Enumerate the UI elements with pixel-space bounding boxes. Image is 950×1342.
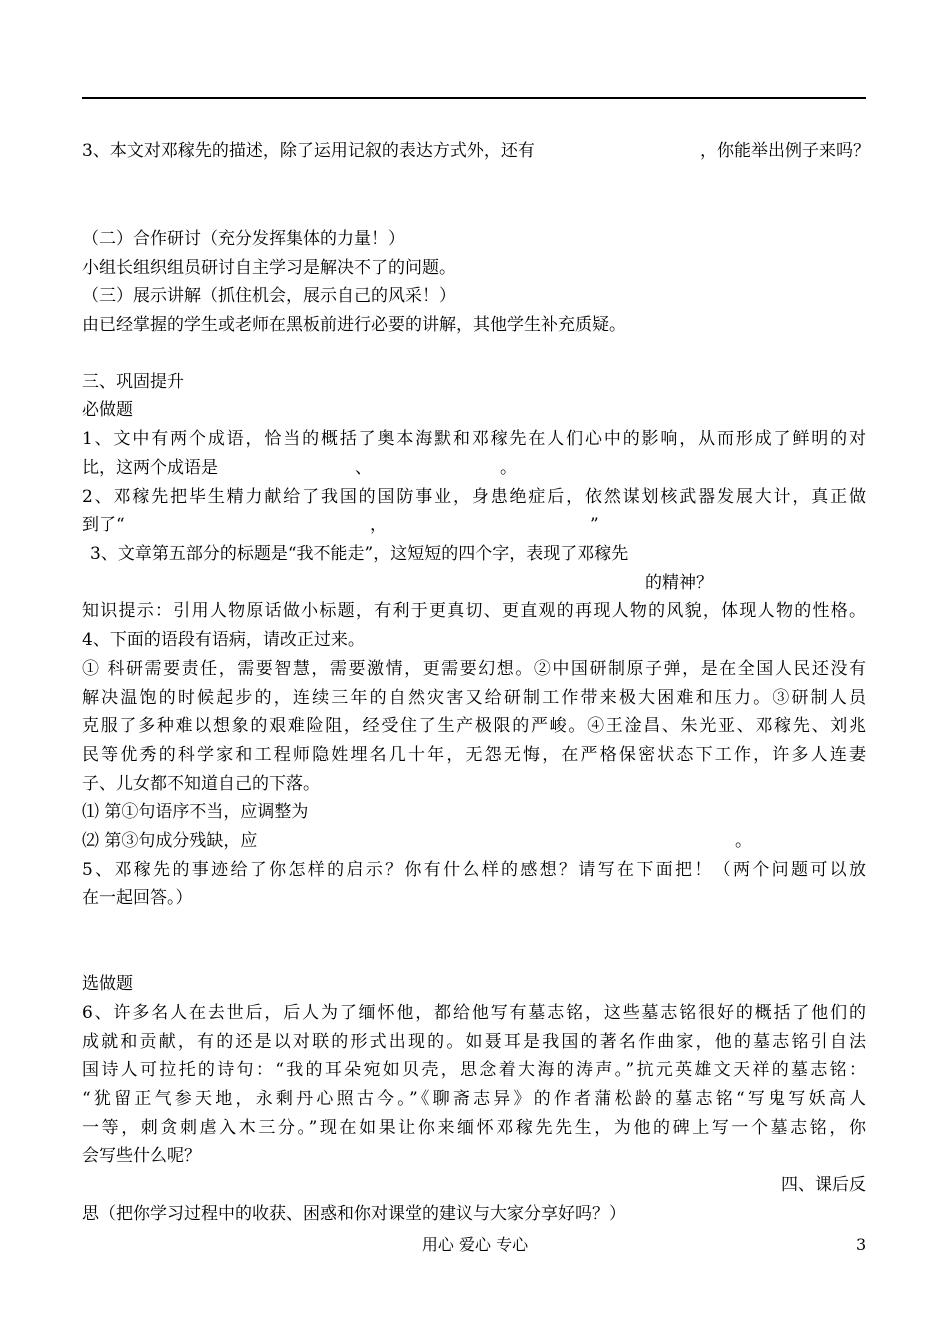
item2-line2: 到了“ (82, 515, 125, 535)
item4-sub2-end: 。 (735, 831, 752, 851)
page-number: 3 (856, 1235, 867, 1254)
item5-line2: 在一起回答。） (82, 888, 193, 908)
q3-prompt-end: ，你能举出例子来吗？ (700, 141, 870, 161)
item1-line2: 比，这两个成语是 (82, 458, 218, 478)
item2-sep: ， (370, 515, 387, 535)
q3-prompt: 3、本文对邓稼先的描述，除了运用记叙的表达方式外，还有 (82, 141, 535, 161)
item4-passage-line: 子、儿女都不知道自己的下落。 (82, 774, 320, 794)
section3-title: 三、巩固提升 (82, 372, 184, 392)
item6-line: “犹留正气参天地，永剩丹心照古今。”《聊斋志异》的作者蒲松龄的墓志铭“写鬼写妖高人 (82, 1089, 866, 1109)
coop-text: 小组长组织组员研讨自主学习是解决不了的问题。 (82, 258, 456, 278)
optional-title: 选做题 (82, 974, 133, 994)
item6-line: 会写些什么呢？ (82, 1146, 201, 1166)
item4-title: 4、下面的语段有语病，请改正过来。 (82, 630, 365, 650)
section4-text: 思（把你学习过程中的收获、困惑和你对课堂的建议与大家分享好吗？） (82, 1204, 626, 1224)
item1-line1: 1、文中有两个成语，恰当的概括了奥本海默和邓稼先在人们心中的影响，从而形成了鲜明的对 (82, 429, 866, 449)
item4-passage-line: 克服了多种难以想象的艰难险阻，经受住了生产极限的严峻。④王淦昌、朱光亚、邓稼先、刘兆 (82, 716, 866, 736)
knowledge-tip: 知识提示：引用人物原话做小标题，有利于更真切、更直观的再现人物的风貌，体现人物的性格。 (82, 601, 866, 621)
section4-title: 四、课后反 (781, 1175, 866, 1195)
item6-line: 国诗人可拉托的诗句：“我的耳朵宛如贝壳，思念着大海的涛声。”抗元英雄文天祥的墓志铭： (82, 1060, 866, 1080)
item1-sep: 、 (355, 458, 372, 478)
item3-line1: 3、文章第五部分的标题是“我不能走”，这短短的四个字，表现了邓稼先 (90, 544, 629, 564)
header-rule (82, 97, 866, 99)
item2-line1: 2、邓稼先把毕生精力献给了我国的国防事业，身患绝症后，依然谋划核武器发展大计，真正做 (82, 487, 866, 507)
item6-line: 6、许多名人在去世后，后人为了缅怀他，都给他写有墓志铭，这些墓志铭很好的概括了他们的 (82, 1003, 866, 1023)
required-title: 必做题 (82, 400, 133, 420)
item2-end: ” (590, 515, 599, 535)
item3-line2: 的精神？ (645, 573, 713, 593)
item6-line: 一等，刺贪刺虐入木三分。”现在如果让你来缅怀邓稼先先生，为他的碑上写一个墓志铭，你 (82, 1118, 866, 1138)
item6-line: 成就和贡献，有的还是以对联的形式出现的。如聂耳是我国的著名作曲家，他的墓志铭引自法 (82, 1032, 866, 1052)
item1-end: 。 (500, 458, 517, 478)
item4-sub1: ⑴ 第①句语序不当，应调整为 (82, 802, 309, 822)
show-heading: （三）展示讲解（抓住机会，展示自己的风采！） (82, 286, 456, 306)
item4-sub2: ⑵ 第③句成分残缺，应 (82, 831, 258, 851)
show-text: 由已经掌握的学生或老师在黑板前进行必要的讲解，其他学生补充质疑。 (82, 315, 626, 335)
item4-passage-line: 解决温饱的时候起步的，连续三年的自然灾害又给研制工作带来极大困难和压力。③研制人员 (82, 688, 866, 708)
coop-heading: （二）合作研讨（充分发挥集体的力量！） (82, 229, 405, 249)
footer-motto: 用心 爱心 专心 (421, 1235, 529, 1254)
item5-line1: 5、邓稼先的事迹给了你怎样的启示？你有什么样的感想？请写在下面把！（两个问题可以放 (82, 860, 866, 880)
item4-passage-line: 民等优秀的科学家和工程师隐姓埋名几十年，无怨无悔，在严格保密状态下工作，许多人连妻 (82, 745, 866, 765)
item4-passage-line: ① 科研需要责任，需要智慧，需要激情，更需要幻想。②中国研制原子弹，是在全国人民还没有 (82, 659, 866, 679)
